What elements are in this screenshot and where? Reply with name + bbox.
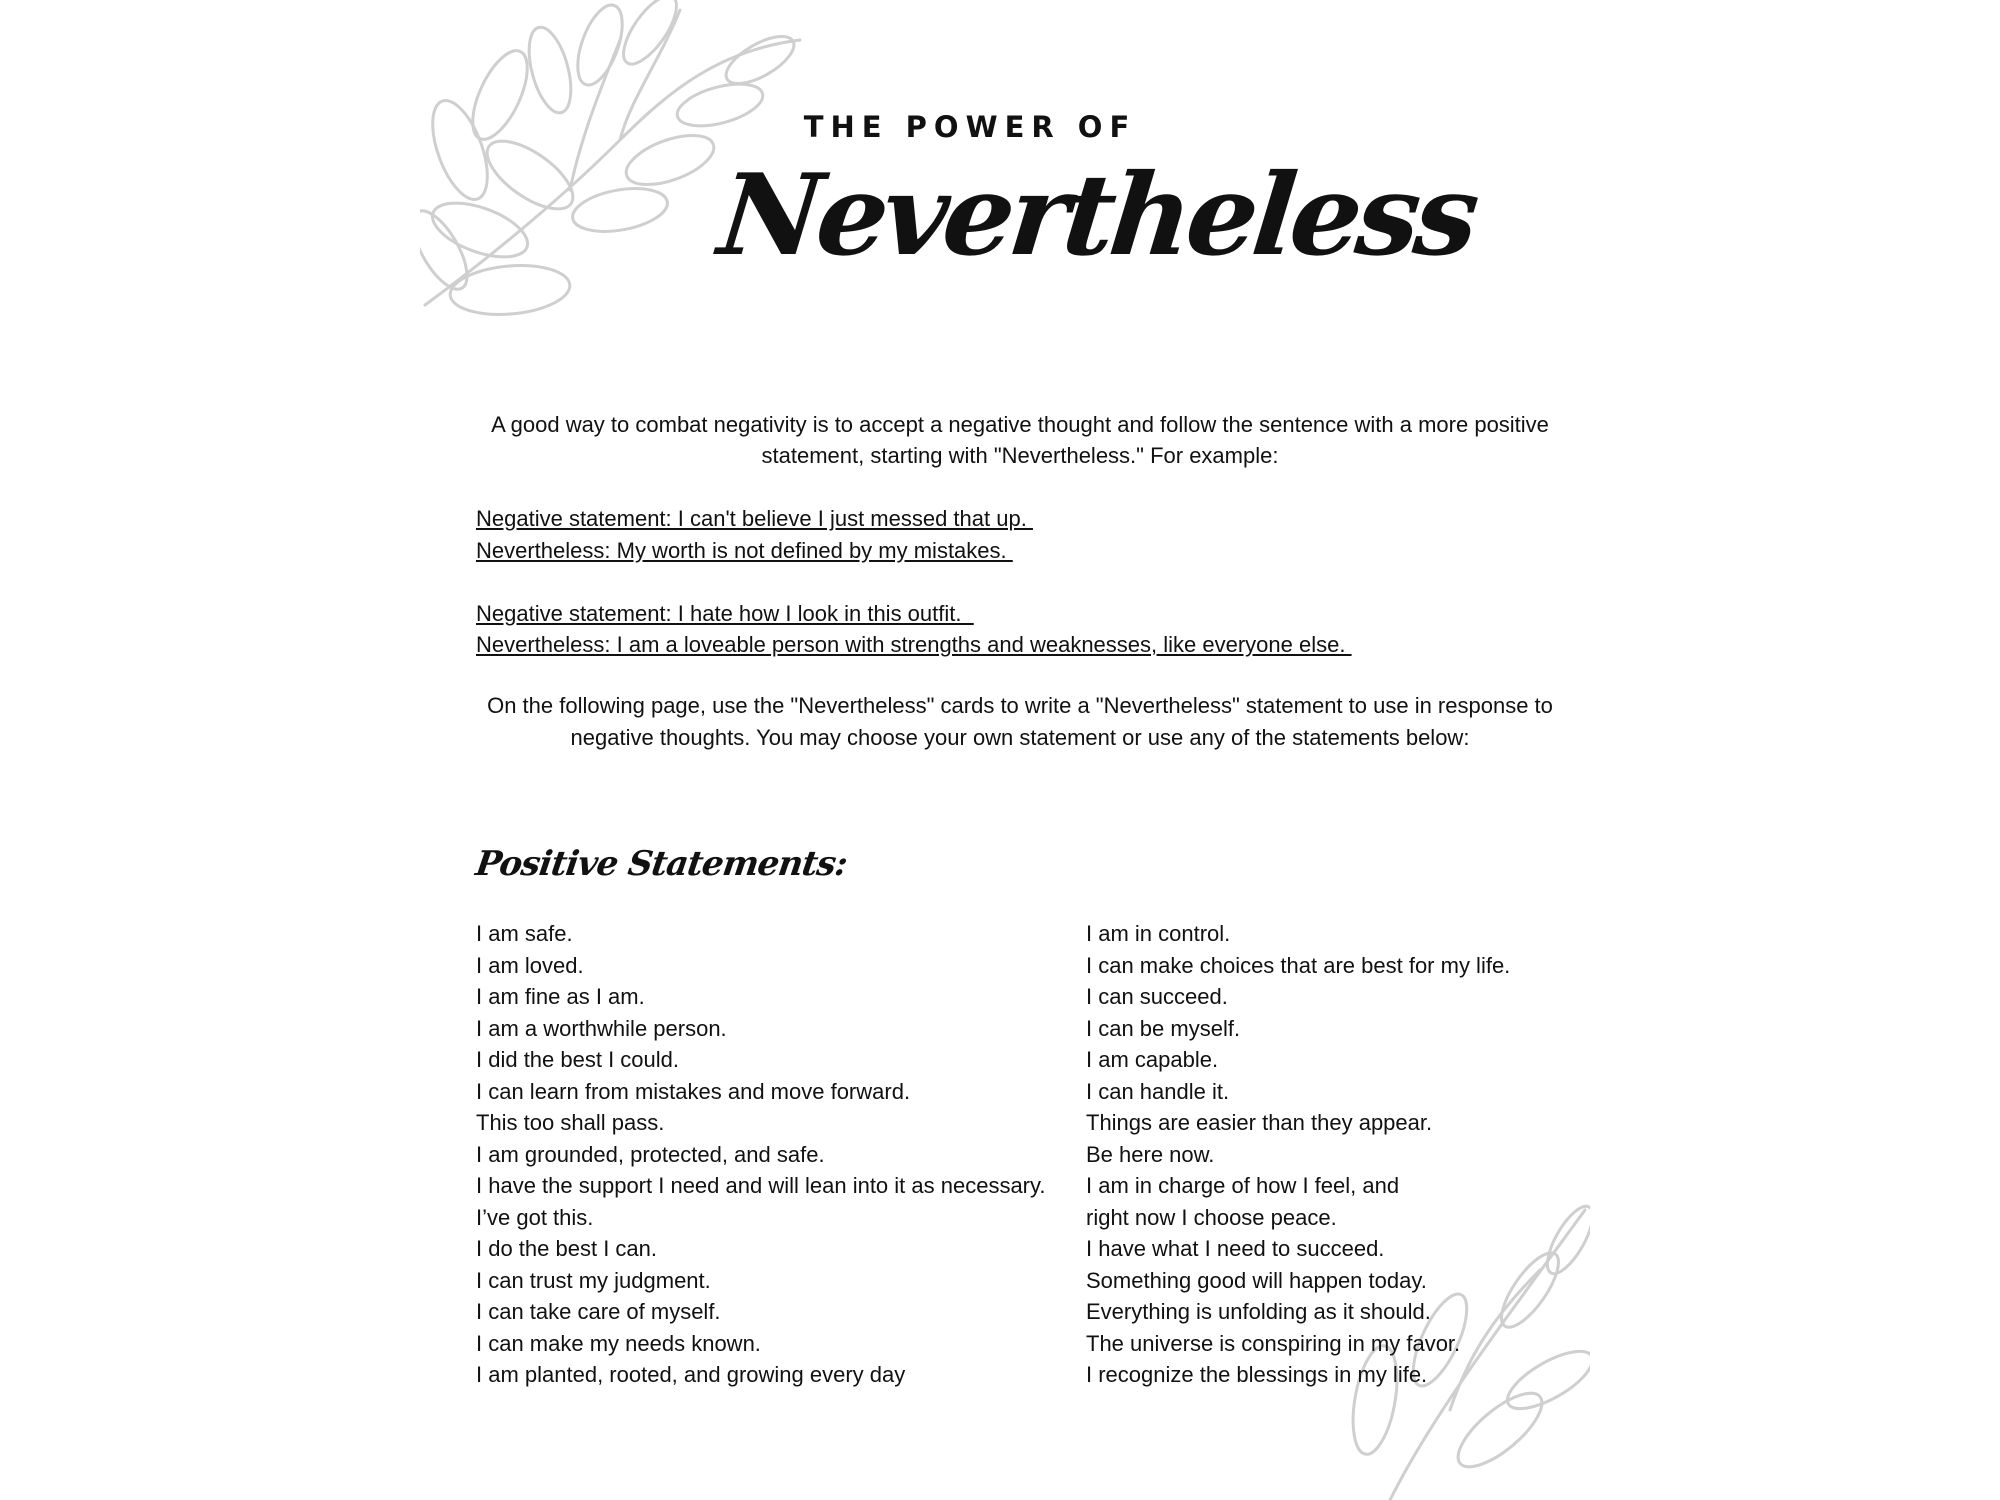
list-item: I am grounded, protected, and safe. bbox=[476, 1141, 825, 1167]
list-item: I am loved. bbox=[476, 952, 584, 978]
example-nevertheless-statement: Nevertheless: My worth is not defined by my mistakes. bbox=[476, 537, 1013, 563]
list-item: I can be myself. bbox=[1086, 1015, 1241, 1041]
list-item: I can learn from mistakes and move forward. bbox=[476, 1078, 911, 1104]
list-item: This too shall pass. bbox=[476, 1110, 665, 1135]
instructions-paragraph: On the following page, use the "Nevertheless" cards to write a "Nevertheless" statement to use in response to negative thoughts. You may choose your own statement or use any of the statements below: bbox=[487, 693, 1553, 750]
list-item: I am planted, rooted, and growing every day bbox=[476, 1362, 906, 1387]
page-title: Nevertheless bbox=[713, 150, 1481, 281]
list-item: Be here now. bbox=[1086, 1141, 1215, 1167]
list-item: I am in charge of how I feel, and bbox=[1086, 1173, 1400, 1198]
positive-statements-right-list bbox=[1086, 918, 1646, 1391]
examples-block bbox=[476, 503, 1576, 661]
list-item: I am safe. bbox=[476, 921, 573, 946]
list-item: I am in control. bbox=[1086, 921, 1231, 946]
positive-statements-left-list bbox=[476, 918, 1076, 1391]
example-nevertheless-statement: Nevertheless: I am a loveable person with strengths and weaknesses, like everyone else. bbox=[476, 632, 1352, 657]
list-item: I can make choices that are best for my life. bbox=[1086, 952, 1511, 978]
positive-statements-heading: Positive Statements: bbox=[473, 844, 850, 884]
list-item: I have the support I need and will lean into it as necessary. bbox=[476, 1173, 1046, 1198]
list-item: Something good will happen today. bbox=[1086, 1267, 1427, 1293]
list-item: I am fine as I am. bbox=[476, 984, 645, 1009]
list-item: I have what I need to succeed. bbox=[1086, 1236, 1385, 1261]
list-item: I can succeed. bbox=[1086, 984, 1228, 1009]
list-item: I do the best I can. bbox=[476, 1236, 658, 1261]
list-item: I can make my needs known. bbox=[476, 1330, 761, 1356]
list-item: I’ve got this. bbox=[476, 1204, 594, 1230]
example-spacer bbox=[476, 566, 1576, 598]
title-kicker: THE POWER OF bbox=[803, 110, 1137, 144]
list-item: The universe is conspiring in my favor. bbox=[1086, 1330, 1461, 1356]
list-item: right now I choose peace. bbox=[1086, 1204, 1337, 1230]
list-item: Things are easier than they appear. bbox=[1086, 1110, 1433, 1135]
list-item: I am a worthwhile person. bbox=[476, 1015, 727, 1041]
example-negative-statement: Negative statement: I can't believe I just messed that up. bbox=[476, 506, 1033, 531]
list-item: I can take care of myself. bbox=[476, 1299, 721, 1324]
list-item: I can trust my judgment. bbox=[476, 1267, 711, 1293]
list-item: Everything is unfolding as it should. bbox=[1086, 1299, 1431, 1324]
list-item: I can handle it. bbox=[1086, 1078, 1230, 1104]
list-item: I did the best I could. bbox=[476, 1047, 680, 1072]
intro-paragraph: A good way to combat negativity is to accept a negative thought and follow the sentence with a more positive statement, starting with "Nevertheless." For example: bbox=[491, 412, 1549, 468]
example-negative-statement: Negative statement: I hate how I look in this outfit. bbox=[476, 600, 974, 626]
list-item: I recognize the blessings in my life. bbox=[1086, 1362, 1428, 1387]
list-item: I am capable. bbox=[1086, 1047, 1219, 1072]
